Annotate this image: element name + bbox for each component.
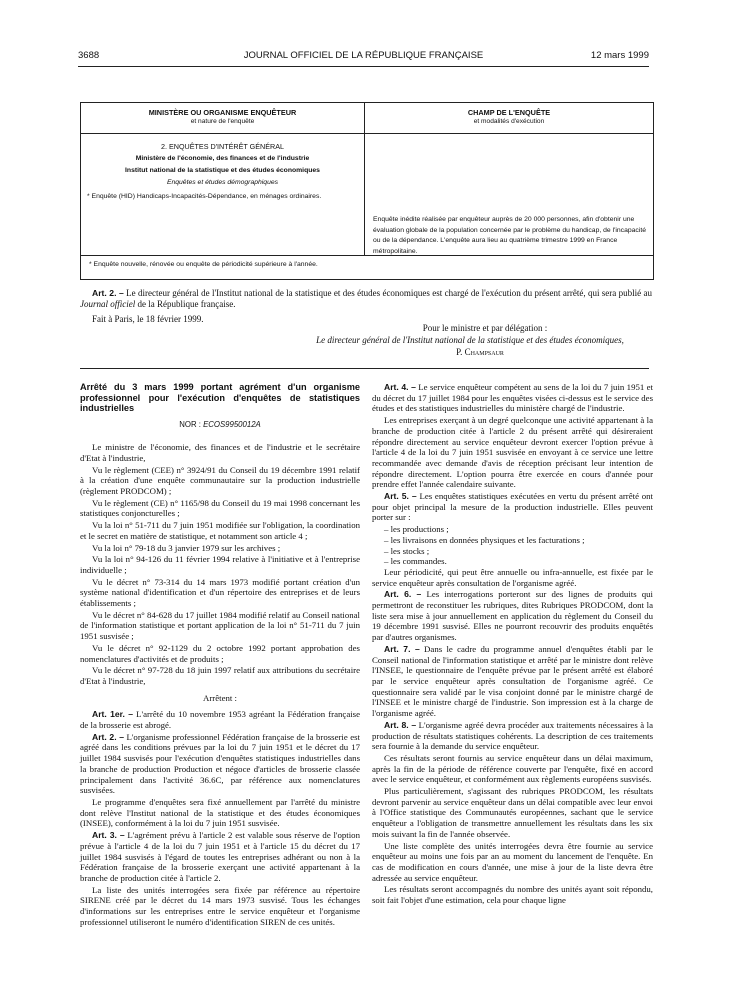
left-column bbox=[80, 382, 360, 928]
table-header-ministry bbox=[81, 109, 364, 126]
sub-section: Enquêtes et études démographiques bbox=[166, 179, 279, 186]
article-8-paragraph: Les résultats seront accompagnés du nombre des unités ayant soit répondu, soit fait l'objet d'une estimation, cela pour chaque ligne bbox=[372, 884, 653, 906]
recital: Vu la loi n° 51-711 du 7 juin 1951 modifiée sur l'obligation, la coordination et le secret en matière de statistique, et notamment son article 4 ; bbox=[80, 520, 360, 541]
col2-head-title: CHAMP DE L'ENQUÊTE bbox=[467, 108, 551, 117]
article-text-end: de la République française. bbox=[135, 299, 236, 310]
article-text: Les enquêtes statistiques exécutées en vertu du présent arrêté ont pour objet principal la mesure de la production industrielle. Elles peuvent porter sur : bbox=[372, 491, 653, 523]
article-label: Art. 1er. – bbox=[92, 709, 134, 720]
article-text: Les interrogations porteront sur des lignes de produits qui permettront de reconstituer les rubriques, dites Rubriques PRODCOM, dont la liste sera mise à jour annuellement en application du règlement du Conseil du 19 décembre 1991 susvisé. Elles ne pourront recouvrir des produits enquêtés par d'autres organismes. bbox=[372, 589, 653, 643]
journal-title: JOURNAL OFFICIEL DE LA RÉPUBLIQUE FRANÇAISE bbox=[243, 50, 484, 61]
right-column bbox=[372, 382, 653, 907]
article-1 bbox=[80, 709, 360, 730]
nor-code: ECOS9950012A bbox=[203, 419, 261, 429]
recital: Vu la loi n° 79-18 du 3 janvier 1979 sur les archives ; bbox=[92, 542, 281, 553]
recital: Vu le décret n° 97-728 du 18 juin 1997 relatif aux attributions du secrétaire d'Etat à l'industrie, bbox=[80, 665, 360, 686]
article-text: L'agrément prévu à l'article 2 est valable sous réserve de l'option prévue à l'article 4 de la loi du 7 juin 1951 et à l'article 15 du décret du 17 juillet 1984 susvisés à l'égard de toutes les entreprises adhérant ou non à la Fédération française de la brosserie exerçant une activité appartenant à la branche de production citée à l'article 2. bbox=[80, 830, 360, 883]
survey-item: * Enquête (HID) Handicaps-Incapacités-Dépendance, en ménages ordinaires. bbox=[87, 193, 322, 200]
article-label: Art. 2. – bbox=[92, 731, 125, 742]
article-2 bbox=[80, 732, 360, 796]
article-label: Art. 5. – bbox=[384, 491, 417, 502]
article-6 bbox=[372, 589, 653, 643]
recital: Vu la loi n° 94-126 du 11 février 1994 relative à l'initiative et à l'entreprise individuelle ; bbox=[80, 554, 360, 575]
list-item: – les livraisons en données physiques et les facturations ; bbox=[384, 534, 585, 545]
article-8-paragraph: Ces résultats seront fournis au service enquêteur dans un délai maximum, après la fin de la période de référence couverte par l'enquête, fixé en accord avec le service enquêteur, et conformément aux règlements européens susvisés. bbox=[372, 752, 653, 785]
issue-date: 12 mars 1999 bbox=[590, 50, 649, 61]
article-text: L'organisme agréé devra procéder aux traitements nécessaires à la production de résultats statistiques cohérents. La description de ces traitements sera fournie à la demande du service enquêteur. bbox=[372, 719, 653, 752]
article-8-paragraph: Plus particulièrement, s'agissant des rubriques PRODCOM, les résultats devront parvenir au service enquêteur dans un délai compatible avec leur envoi à l'Office statistique des Communautés européennes, sachant que le service enquêteur a l'obligation de transmettre annuellement les résultats dans les six mois suivant la fin de l'année observée. bbox=[372, 786, 653, 839]
recital: Vu le règlement (CE) n° 1165/98 du Conseil du 19 mai 1998 concernant les statistiques conjoncturelles ; bbox=[80, 497, 360, 519]
article-label: Art. 6. – bbox=[384, 589, 422, 600]
list-item: – les productions ; bbox=[384, 524, 449, 535]
arretent: Arrêtent : bbox=[203, 692, 237, 703]
article-label: Art. 8. – bbox=[384, 719, 417, 730]
article-3 bbox=[80, 830, 360, 884]
header-rule bbox=[78, 66, 649, 67]
section-title: 2. ENQUÊTES D'INTÉRÊT GÉNÉRAL bbox=[160, 142, 285, 151]
decree-title: Arrêté du 3 mars 1999 portant agrément d'un organisme professionnel pour l'exécution d'enquêtes de statistiques industrielles bbox=[80, 382, 360, 413]
recital: Vu le règlement (CEE) n° 3924/91 du Conseil du 19 décembre 1991 relatif à la création d'une enquête communautaire sur la production industrielle (règlement PRODCOM) ; bbox=[80, 464, 360, 497]
nor-label: NOR : bbox=[179, 419, 204, 429]
prev-article-2 bbox=[80, 288, 652, 310]
article-text: L'organisme professionnel Fédération française de la brosserie est agréé dans les conditions prévues par la loi du 7 juin 1951 et le décret du 17 juillet 1984 susvisés pour l'exécution d'enquêtes statistiques industrielles dans la branche de production Production et négoce d'articles de brosserie classée principalement dans l'activité 36.6C, par référence aux nomenclatures susvisées. bbox=[80, 731, 360, 796]
table-cell-field: Enquête inédite réalisée par enquêteur auprès de 20 000 personnes, afin d'obtenir une évaluation globale de la population concernée par le problème du handicap, de l'incapacité ou de la dépendance. L'enquête aura lieu au quatrième trimestre 1999 en France métropolitaine. bbox=[373, 216, 646, 255]
article-label: Art. 3. – bbox=[92, 830, 125, 841]
article-2-paragraph: Le programme d'enquêtes sera fixé annuellement par l'arrêté du ministre dont relève l'Institut national de la statistique et des études économiques (INSEE), conformément à la loi du 7 juin 1951 susvisée. bbox=[80, 797, 360, 829]
survey-table bbox=[80, 102, 654, 280]
table-footnote: * Enquête nouvelle, rénovée ou enquête de périodicité supérieure à l'année. bbox=[89, 261, 318, 268]
col2-head-subtitle: et modalités d'exécution bbox=[473, 117, 545, 125]
article-3-paragraph: La liste des unités interrogées sera fixée par référence au répertoire SIRENE créé par le décret du 14 mars 1973 susvisé. Tous les échanges d'informations sur les entreprises entre le service enquêteur et l'organisme professionnel utiliseront le numéro d'identification SIREN de ces unités. bbox=[80, 884, 360, 927]
journal-name: Journal officiel bbox=[80, 299, 136, 310]
article-5 bbox=[372, 491, 653, 523]
article-text: Le service enquêteur compétent au sens de la loi du 7 juin 1951 et du décret du 17 juillet 1984 pour les enquêtes visées ci-dessus est le service des études et des statistiques industrielles du ministère chargé de l'industrie. bbox=[372, 382, 653, 414]
list-item: – les commandes. bbox=[384, 556, 447, 567]
article-7 bbox=[372, 644, 653, 719]
article-label: Art. 7. – bbox=[384, 643, 420, 654]
table-cell-ministry bbox=[81, 141, 364, 203]
article-label: Art. 4. – bbox=[384, 382, 416, 392]
table-header-divider bbox=[81, 133, 653, 134]
recital: Vu le décret n° 73-314 du 14 mars 1973 modifié portant création d'un système national d'identification et d'un répertoire des entreprises et de leurs établissements ; bbox=[80, 576, 360, 609]
director-title: Le directeur général de l'Institut national de la statistique et des études économiques, bbox=[316, 335, 624, 345]
col1-head-subtitle: et nature de l'enquête bbox=[190, 117, 255, 125]
signatory: P. Champsaur bbox=[456, 347, 504, 357]
institute-name: Institut national de la statistique et des études économiques bbox=[125, 167, 320, 174]
article-8 bbox=[372, 720, 653, 752]
recital: Vu le décret n° 84-628 du 17 juillet 1984 modifié relatif au Conseil national de l'information statistique et portant application de la loi n° 51-711 du 7 juin 1951 susvisée ; bbox=[80, 609, 360, 642]
table-header-field bbox=[365, 109, 653, 126]
ministry-name: Ministère de l'économie, des finances et de l'industrie bbox=[135, 155, 310, 162]
col1-head-title: MINISTÈRE OU ORGANISME ENQUÊTEUR bbox=[148, 108, 297, 117]
page-header bbox=[78, 50, 649, 66]
article-4-paragraph: Les entreprises exerçant à un degré quelconque une activité appartenant à la branche de production citée à l'article 2 du présent arrêté qui désireraient répondre directement au service enquêteur devront exercer l'option prévue à l'article 4 de la loi du 7 juin 1951 susvisée en envoyant à ce service une lettre recommandée avec demande d'avis de réception précisant leur intention de répondre directement. L'option pourra être exercée en cours d'année pour prendre effet l'année calendaire suivante. bbox=[372, 415, 653, 490]
recital: Vu le décret n° 92-1129 du 2 octobre 1992 portant approbation des nomenclatures d'activités et de produits ; bbox=[80, 642, 360, 664]
done-at: Fait à Paris, le 18 février 1999. bbox=[92, 314, 204, 324]
article-5-paragraph: Leur périodicité, qui peut être annuelle ou infra-annuelle, est fixée par le service enquêteur après consultation de l'organisme agréé. bbox=[372, 566, 653, 588]
article-4 bbox=[372, 382, 653, 414]
recital: Le ministre de l'économie, des finances et de l'industrie et le secrétaire d'Etat à l'industrie, bbox=[80, 442, 360, 463]
section-separator bbox=[80, 368, 649, 369]
article-text: L'arrêté du 10 novembre 1953 agréant la Fédération française de la brosserie est abrogé. bbox=[80, 709, 360, 731]
article-label: Art. 2. – bbox=[92, 288, 124, 298]
for-minister: Pour le ministre et par délégation : bbox=[422, 323, 548, 333]
article-text: Dans le cadre du programme annuel d'enquêtes établi par le Conseil national de l'information statistique et arrêté par le ministre dont relève l'INSEE, le questionnaire de l'enquête prévue par le présent arrêté est élaboré par le service enquêteur après consultation de l'organisme agréé. Ce questionnaire sera validé par le visa conjoint donné par le ministre chargé de l'INSEE et le ministre chargé de l'industrie. Son impression est à la charge de l'organisme agréé. bbox=[372, 643, 653, 719]
nor-reference bbox=[80, 420, 360, 431]
article-text: Le directeur général de l'Institut national de la statistique et des études économiques est chargé de l'exécution du présent arrêté, qui sera publié au bbox=[123, 288, 652, 298]
list-item: – les stocks ; bbox=[384, 545, 430, 556]
page-number: 3688 bbox=[78, 50, 100, 61]
article-8-paragraph: Une liste complète des unités interrogées devra être fournie au service enquêteur au moins une fois par an au moment du lancement de l'enquête. En cas de modification en cours d'année, une mise à jour de la liste devra être adressée au service enquêteur. bbox=[372, 840, 653, 883]
